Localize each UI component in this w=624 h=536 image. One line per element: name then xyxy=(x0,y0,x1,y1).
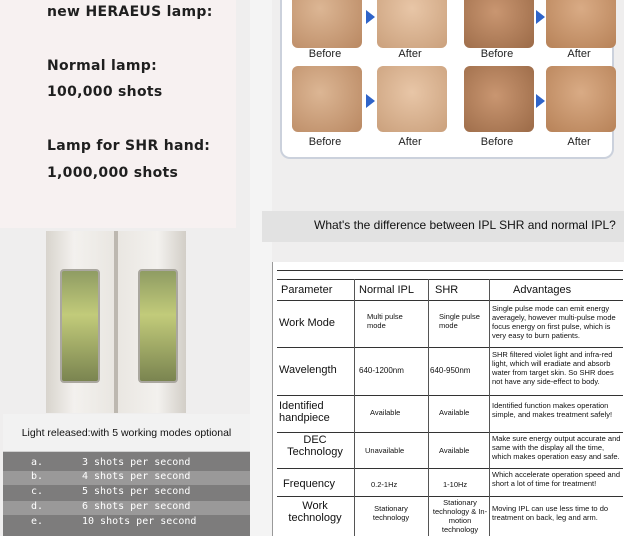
table-cell-shr: 640-950nm xyxy=(430,366,471,375)
lamp-slot-right xyxy=(138,269,178,383)
table-cell-advantage: SHR filtered violet light and infra-red light, which will eradiate and absorb water from target skin. So SHR does not have any side-effect to body. xyxy=(492,350,614,386)
mode-row: b. 4 shots per second xyxy=(3,471,250,485)
table-cell-normal: Stationary technology xyxy=(372,504,410,522)
table-cell-param: DEC Technology xyxy=(287,434,343,458)
caption-after: After xyxy=(398,48,422,60)
table-cell-shr: 1-10Hz xyxy=(443,480,468,489)
table-cell-normal: 640-1200nm xyxy=(359,366,404,375)
table-cell-param: Work Mode xyxy=(279,317,336,329)
after-image xyxy=(377,66,447,132)
device-photo xyxy=(46,231,186,413)
before-image xyxy=(464,66,534,132)
caption-before: Before xyxy=(308,48,342,60)
working-modes-panel xyxy=(3,414,250,536)
table-cell-normal: Unavailable xyxy=(365,446,405,455)
shr-lamp-label: Lamp for SHR hand: xyxy=(47,138,211,154)
table-cell-shr: Single pulse mode xyxy=(439,312,480,330)
arrow-right-icon xyxy=(366,10,375,24)
table-header: Parameter xyxy=(281,284,333,296)
center-divider xyxy=(250,0,272,536)
working-modes-title: Light released:with 5 working modes optional xyxy=(3,414,250,452)
mode-row: c. 5 shots per second xyxy=(31,486,191,497)
table-cell-normal: Available xyxy=(370,408,401,417)
table-cell-shr: Available xyxy=(439,446,470,455)
mode-row: a. 3 shots per second xyxy=(31,457,191,468)
before-image xyxy=(292,0,362,48)
table-cell-param: Identified handpiece xyxy=(279,400,330,424)
mode-row: d. 6 shots per second xyxy=(3,501,250,515)
mode-row: e. 10 shots per second xyxy=(31,516,197,527)
table-cell-param: Frequency xyxy=(283,478,335,490)
table-cell-param: Wavelength xyxy=(279,364,337,376)
table-header: SHR xyxy=(435,284,459,296)
arrow-right-icon xyxy=(536,94,545,108)
before-image xyxy=(464,0,534,48)
normal-lamp-label: Normal lamp: xyxy=(47,58,158,74)
table-cell-advantage: Single pulse mode can emit energy averagely, however multi-pulse mode focus energy on first pulse, which is very easy to burn patients. xyxy=(492,304,616,340)
comparison-table xyxy=(272,262,624,536)
table-cell-advantage: Identified function makes operation simple, and makes treatment safely! xyxy=(492,401,613,419)
table-cell-advantage: Moving IPL can use less time to do treatment on back, leg and arm. xyxy=(492,504,609,522)
table-header: Normal IPL xyxy=(359,284,415,296)
after-image xyxy=(377,0,447,48)
shr-lamp-shots: 1,000,000 shots xyxy=(47,165,179,181)
caption-before: Before xyxy=(308,136,342,148)
before-image xyxy=(292,66,362,132)
lamp-info-panel xyxy=(0,0,236,228)
after-image xyxy=(546,0,616,48)
caption-after: After xyxy=(398,136,422,148)
table-cell-normal: 0.2-1Hz xyxy=(371,480,398,489)
before-after-gallery xyxy=(280,0,614,159)
caption-before: Before xyxy=(480,48,514,60)
table-cell-advantage: Which accelerate operation speed and short a lot of time for treatment! xyxy=(492,470,620,488)
comparison-question-bar xyxy=(262,211,624,242)
table-cell-advantage: Make sure energy output accurate and same with the display all the time, which makes operation easy and safe. xyxy=(492,434,621,461)
after-image xyxy=(546,66,616,132)
caption-after: After xyxy=(567,136,591,148)
arrow-right-icon xyxy=(536,10,545,24)
table-cell-shr: Available xyxy=(439,408,470,417)
caption-before: Before xyxy=(480,136,514,148)
arrow-right-icon xyxy=(366,94,375,108)
caption-after: After xyxy=(567,48,591,60)
comparison-question: What's the difference between IPL SHR and normal IPL? xyxy=(314,218,616,232)
normal-lamp-shots: 100,000 shots xyxy=(47,84,163,100)
table-cell-param: Work technology xyxy=(288,500,342,524)
table-header: Advantages xyxy=(513,284,572,296)
table-cell-normal: Multi pulse mode xyxy=(367,312,403,330)
lamp-slot-left xyxy=(60,269,100,383)
table-cell-shr: Stationary technology & In-motion technology xyxy=(432,498,488,534)
lamp-heading: new HERAEUS lamp: xyxy=(47,4,213,20)
